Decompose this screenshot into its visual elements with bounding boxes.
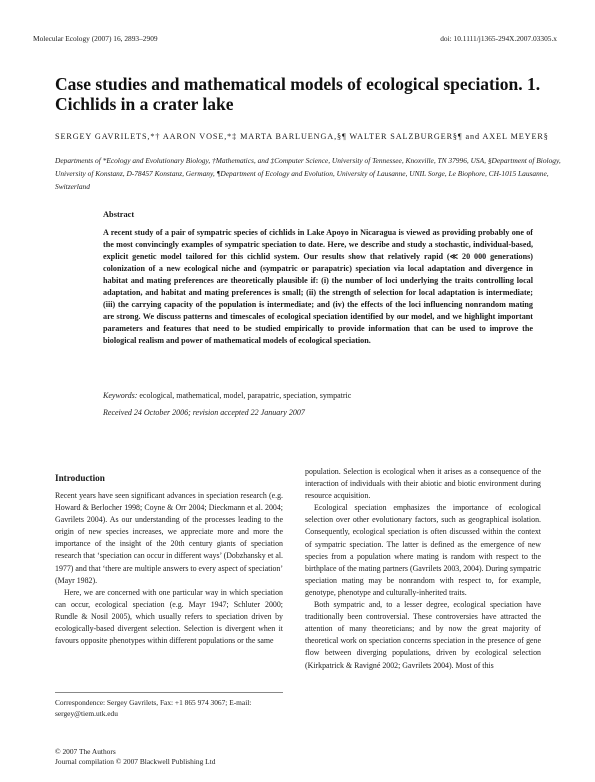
abstract-text: A recent study of a pair of sympatric species of cichlids in Lake Apoyo in Nicaragua is viewed as providing probably one of the most convincingly examples of sympatric speciation to date. Here, we describe and study a stochastic, individual-based, explicit genetic model tailored for this cichlid system. Our results show that relatively rapid (≪ 20 000 generations) colonization of a new ecological niche and (sympatric or parapatric) speciation via local adaptation and divergence in habitat and mating preferences are theoretically plausible if: (i) the number of loci underlying the traits controlling local adaptation, and habitat and mating preferences is small; (ii) the strength of selection for local adaptation is intermediate; (iii) the carrying capacity of the population is intermediate; and (iv) the effects of the loci influencing nonrandom mating are strong. We discuss patterns and timescales of ecological speciation identified by our model, and we highlight important parameters and features that need to be studied empirically to provide information that can be used to improve the biological realism and power of mathematical models of ecological speciation.: [103, 228, 533, 346]
affiliations: Departments of *Ecology and Evolutionary Biology, †Mathematics, and ‡Computer Science, University of Tennessee, Knoxville, TN 37996, USA, §Department of Biology, University of Konstanz, D-78457 Konstanz, Germany, ¶Department of Ecology and Evolution, University of Lausanne, UNIL Sorge, Le Biophore, CH-1015 Lausanne, Switzerland: [55, 156, 561, 191]
abstract-heading: Abstract: [103, 210, 135, 219]
keywords-label: Keywords:: [103, 391, 138, 400]
copyright-footer: [55, 747, 355, 768]
journal-citation: Molecular Ecology (2007) 16, 2893–2909: [33, 34, 158, 43]
publisher-line: Journal compilation © 2007 Blackwell Publishing Ltd: [55, 757, 216, 767]
paragraph: population. Selection is ecological when it arises as a consequence of the interaction of individuals with their abiotic and biotic environment during resource acquisition.: [305, 467, 541, 501]
received-dates: Received 24 October 2006; revision accepted 22 January 2007: [103, 408, 305, 417]
introduction-heading: Introduction: [55, 473, 105, 483]
copyright-line: © 2007 The Authors: [55, 747, 116, 756]
doi[interactable]: doi: 10.1111/j1365-294X.2007.03305.x: [440, 34, 557, 43]
keywords-text: ecological, mathematical, model, parapatric, speciation, sympatric: [137, 391, 352, 400]
right-column: [305, 466, 541, 672]
paragraph: Here, we are concerned with one particular way in which speciation can occur, ecological speciation (e.g. Mayr 1947; Schluter 2000; Rundle & Nosil 2005), which usually refers to speciation driven by ecologically-based divergent selection. Selection is divergent when it favours opposite phenotypes within different populations or the same: [55, 587, 283, 646]
paragraph: Recent years have seen significant advances in speciation research (e.g. Howard & Berlocher 1998; Coyne & Orr 2004; Dieckmann et al. 2004; Gavrilets 2004). As our understanding of the processes leading to the origin of new species increases, we appreciate more and more the importance of the insight of the 20th century giants of speciation research that ‘speciation can occur in different ways’ (Dobzhansky et al. 1977) and that ‘there are multiple answers to every aspect of speciation’ (Mayr 1982).: [55, 491, 283, 585]
footnote-divider: [55, 692, 283, 693]
paragraph: Both sympatric and, to a lesser degree, ecological speciation have traditionally been controversial. These controversies have attracted the attention of many theoreticians; and by now the great majority of theoretical work on speciation concerns speciation in the presence of gene flow between diverging populations, driven by ecological selection (Kirkpatrick & Ravigné 2002; Gavrilets 2004). Most of this: [305, 600, 541, 670]
paragraph: Ecological speciation emphasizes the importance of ecological selection over other evolutionary factors, such as geographical isolation. Consequently, ecological speciation is often discussed within the context of sympatric speciation. The latter is defined as the emergence of new species from a population where mating is random with respect to the birthplace of the mating partners (Gavrilets 2003, 2004). During sympatric speciation mating may be nonrandom with respect to, for example, genotype, phenotype and culturally-inherited traits.: [305, 503, 541, 597]
paper-title: Case studies and mathematical models of ecological speciation. 1. Cichlids in a crater lake: [55, 74, 541, 114]
correspondence-note: Correspondence: Sergey Gavrilets, Fax: +1 865 974 3067; E-mail: sergey@tiem.utk.edu: [55, 698, 252, 718]
author-list: SERGEY GAVRILETS,*† AARON VOSE,*‡ MARTA BARLUENGA,§¶ WALTER SALZBURGER§¶ and AXEL MEYER§: [55, 132, 549, 141]
keywords: [103, 391, 543, 400]
left-column: [55, 490, 283, 647]
